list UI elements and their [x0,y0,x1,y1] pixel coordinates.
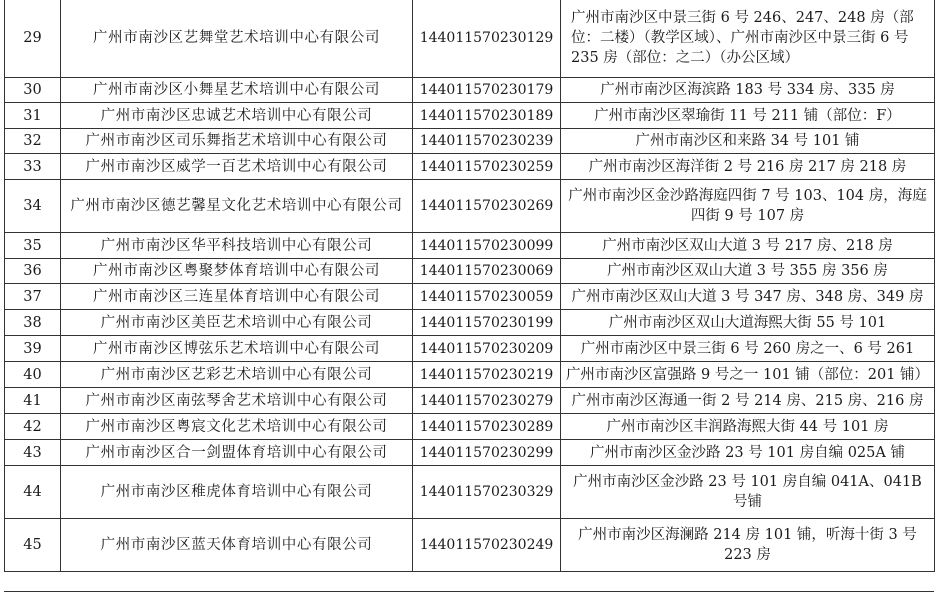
row-number: 40 [5,362,61,388]
table-row [5,180,935,233]
org-address: 广州市南沙区金沙路 23 号 101 房自编 041A、041B 号铺 [561,466,935,519]
org-code: 144011570230189 [413,103,561,129]
row-number: 43 [5,440,61,466]
table-row [5,362,935,388]
org-code: 144011570230299 [413,440,561,466]
org-name: 广州市南沙区稚虎体育培训中心有限公司 [61,466,413,519]
org-code: 144011570230329 [413,466,561,519]
org-name: 广州市南沙区南弦琴舍艺术培训中心有限公司 [61,388,413,414]
org-code: 144011570230259 [413,154,561,180]
row-number: 42 [5,414,61,440]
row-number: 34 [5,180,61,233]
org-code: 144011570230249 [413,519,561,572]
org-address: 广州市南沙区和来路 34 号 101 铺 [561,129,935,154]
table-row [5,310,935,336]
org-code: 144011570230069 [413,259,561,284]
org-name: 广州市南沙区合一剑盟体育培训中心有限公司 [61,440,413,466]
org-address: 广州市南沙区海滨路 183 号 334 房、335 房 [561,78,935,103]
org-name: 广州市南沙区蓝天体育培训中心有限公司 [61,519,413,572]
table-row [5,0,935,78]
org-address: 广州市南沙区海澜路 214 房 101 铺，听海十街 3 号 223 房 [561,519,935,572]
table-row [5,154,935,180]
org-name: 广州市南沙区小舞星艺术培训中心有限公司 [61,78,413,103]
row-number: 38 [5,310,61,336]
table-row [5,388,935,414]
org-code: 144011570230269 [413,180,561,233]
org-code: 144011570230219 [413,362,561,388]
org-name: 广州市南沙区德艺馨星文化艺术培训中心有限公司 [61,180,413,233]
org-code: 144011570230199 [413,310,561,336]
org-name: 广州市南沙区司乐舞指艺术培训中心有限公司 [61,129,413,154]
org-address: 广州市南沙区金沙路海庭四街 7 号 103、104 房，海庭四街 9 号 107 房 [561,180,935,233]
org-code: 144011570230239 [413,129,561,154]
table-row [5,519,935,572]
table-row [5,103,935,129]
table-row [5,233,935,259]
table-row [5,466,935,519]
row-number: 33 [5,154,61,180]
table-row [5,78,935,103]
next-row-border [4,591,934,596]
org-name: 广州市南沙区威学一百艺术培训中心有限公司 [61,154,413,180]
org-address: 广州市南沙区中景三街 6 号 260 房之一、6 号 261 [561,336,935,362]
org-code: 144011570230059 [413,284,561,310]
org-address: 广州市南沙区海通一街 2 号 214 房、215 房、216 房 [561,388,935,414]
org-address: 广州市南沙区翠瑜街 11 号 211 铺（部位：F） [561,103,935,129]
org-address: 广州市南沙区丰润路海熙大街 44 号 101 房 [561,414,935,440]
table-row [5,259,935,284]
org-address: 广州市南沙区双山大道 3 号 355 房 356 房 [561,259,935,284]
org-name: 广州市南沙区粤宸文化艺术培训中心有限公司 [61,414,413,440]
org-code: 144011570230279 [413,388,561,414]
org-code: 144011570230099 [413,233,561,259]
table-row [5,440,935,466]
org-name: 广州市南沙区华平科技培训中心有限公司 [61,233,413,259]
table-row [5,284,935,310]
org-name: 广州市南沙区美臣艺术培训中心有限公司 [61,310,413,336]
org-address: 广州市南沙区富强路 9 号之一 101 铺（部位：201 铺） [561,362,935,388]
table-row [5,414,935,440]
row-number: 37 [5,284,61,310]
table-row [5,336,935,362]
org-name: 广州市南沙区艺舞堂艺术培训中心有限公司 [61,0,413,78]
org-name: 广州市南沙区艺彩艺术培训中心有限公司 [61,362,413,388]
row-number: 31 [5,103,61,129]
org-code: 144011570230209 [413,336,561,362]
row-number: 30 [5,78,61,103]
row-number: 36 [5,259,61,284]
org-address: 广州市南沙区中景三街 6 号 246、247、248 房（部位：二楼）（教学区域）、广州市南沙区中景三街 6 号 235 房（部位：之二）（办公区域） [561,0,935,78]
row-number: 35 [5,233,61,259]
org-address: 广州市南沙区双山大道海熙大街 55 号 101 [561,310,935,336]
table-row [5,129,935,154]
org-name: 广州市南沙区粤聚梦体育培训中心有限公司 [61,259,413,284]
row-number: 29 [5,0,61,78]
org-address: 广州市南沙区金沙路 23 号 101 房自编 025A 铺 [561,440,935,466]
row-number: 39 [5,336,61,362]
org-address: 广州市南沙区双山大道 3 号 217 房、218 房 [561,233,935,259]
org-code: 144011570230179 [413,78,561,103]
org-address: 广州市南沙区双山大道 3 号 347 房、348 房、349 房 [561,284,935,310]
org-name: 广州市南沙区三连星体育培训中心有限公司 [61,284,413,310]
row-number: 32 [5,129,61,154]
org-code: 144011570230129 [413,0,561,78]
row-number: 41 [5,388,61,414]
org-name: 广州市南沙区博弦乐艺术培训中心有限公司 [61,336,413,362]
institution-table [4,0,935,572]
row-number: 44 [5,466,61,519]
row-number: 45 [5,519,61,572]
org-address: 广州市南沙区海洋街 2 号 216 房 217 房 218 房 [561,154,935,180]
org-name: 广州市南沙区忠诚艺术培训中心有限公司 [61,103,413,129]
org-code: 144011570230289 [413,414,561,440]
